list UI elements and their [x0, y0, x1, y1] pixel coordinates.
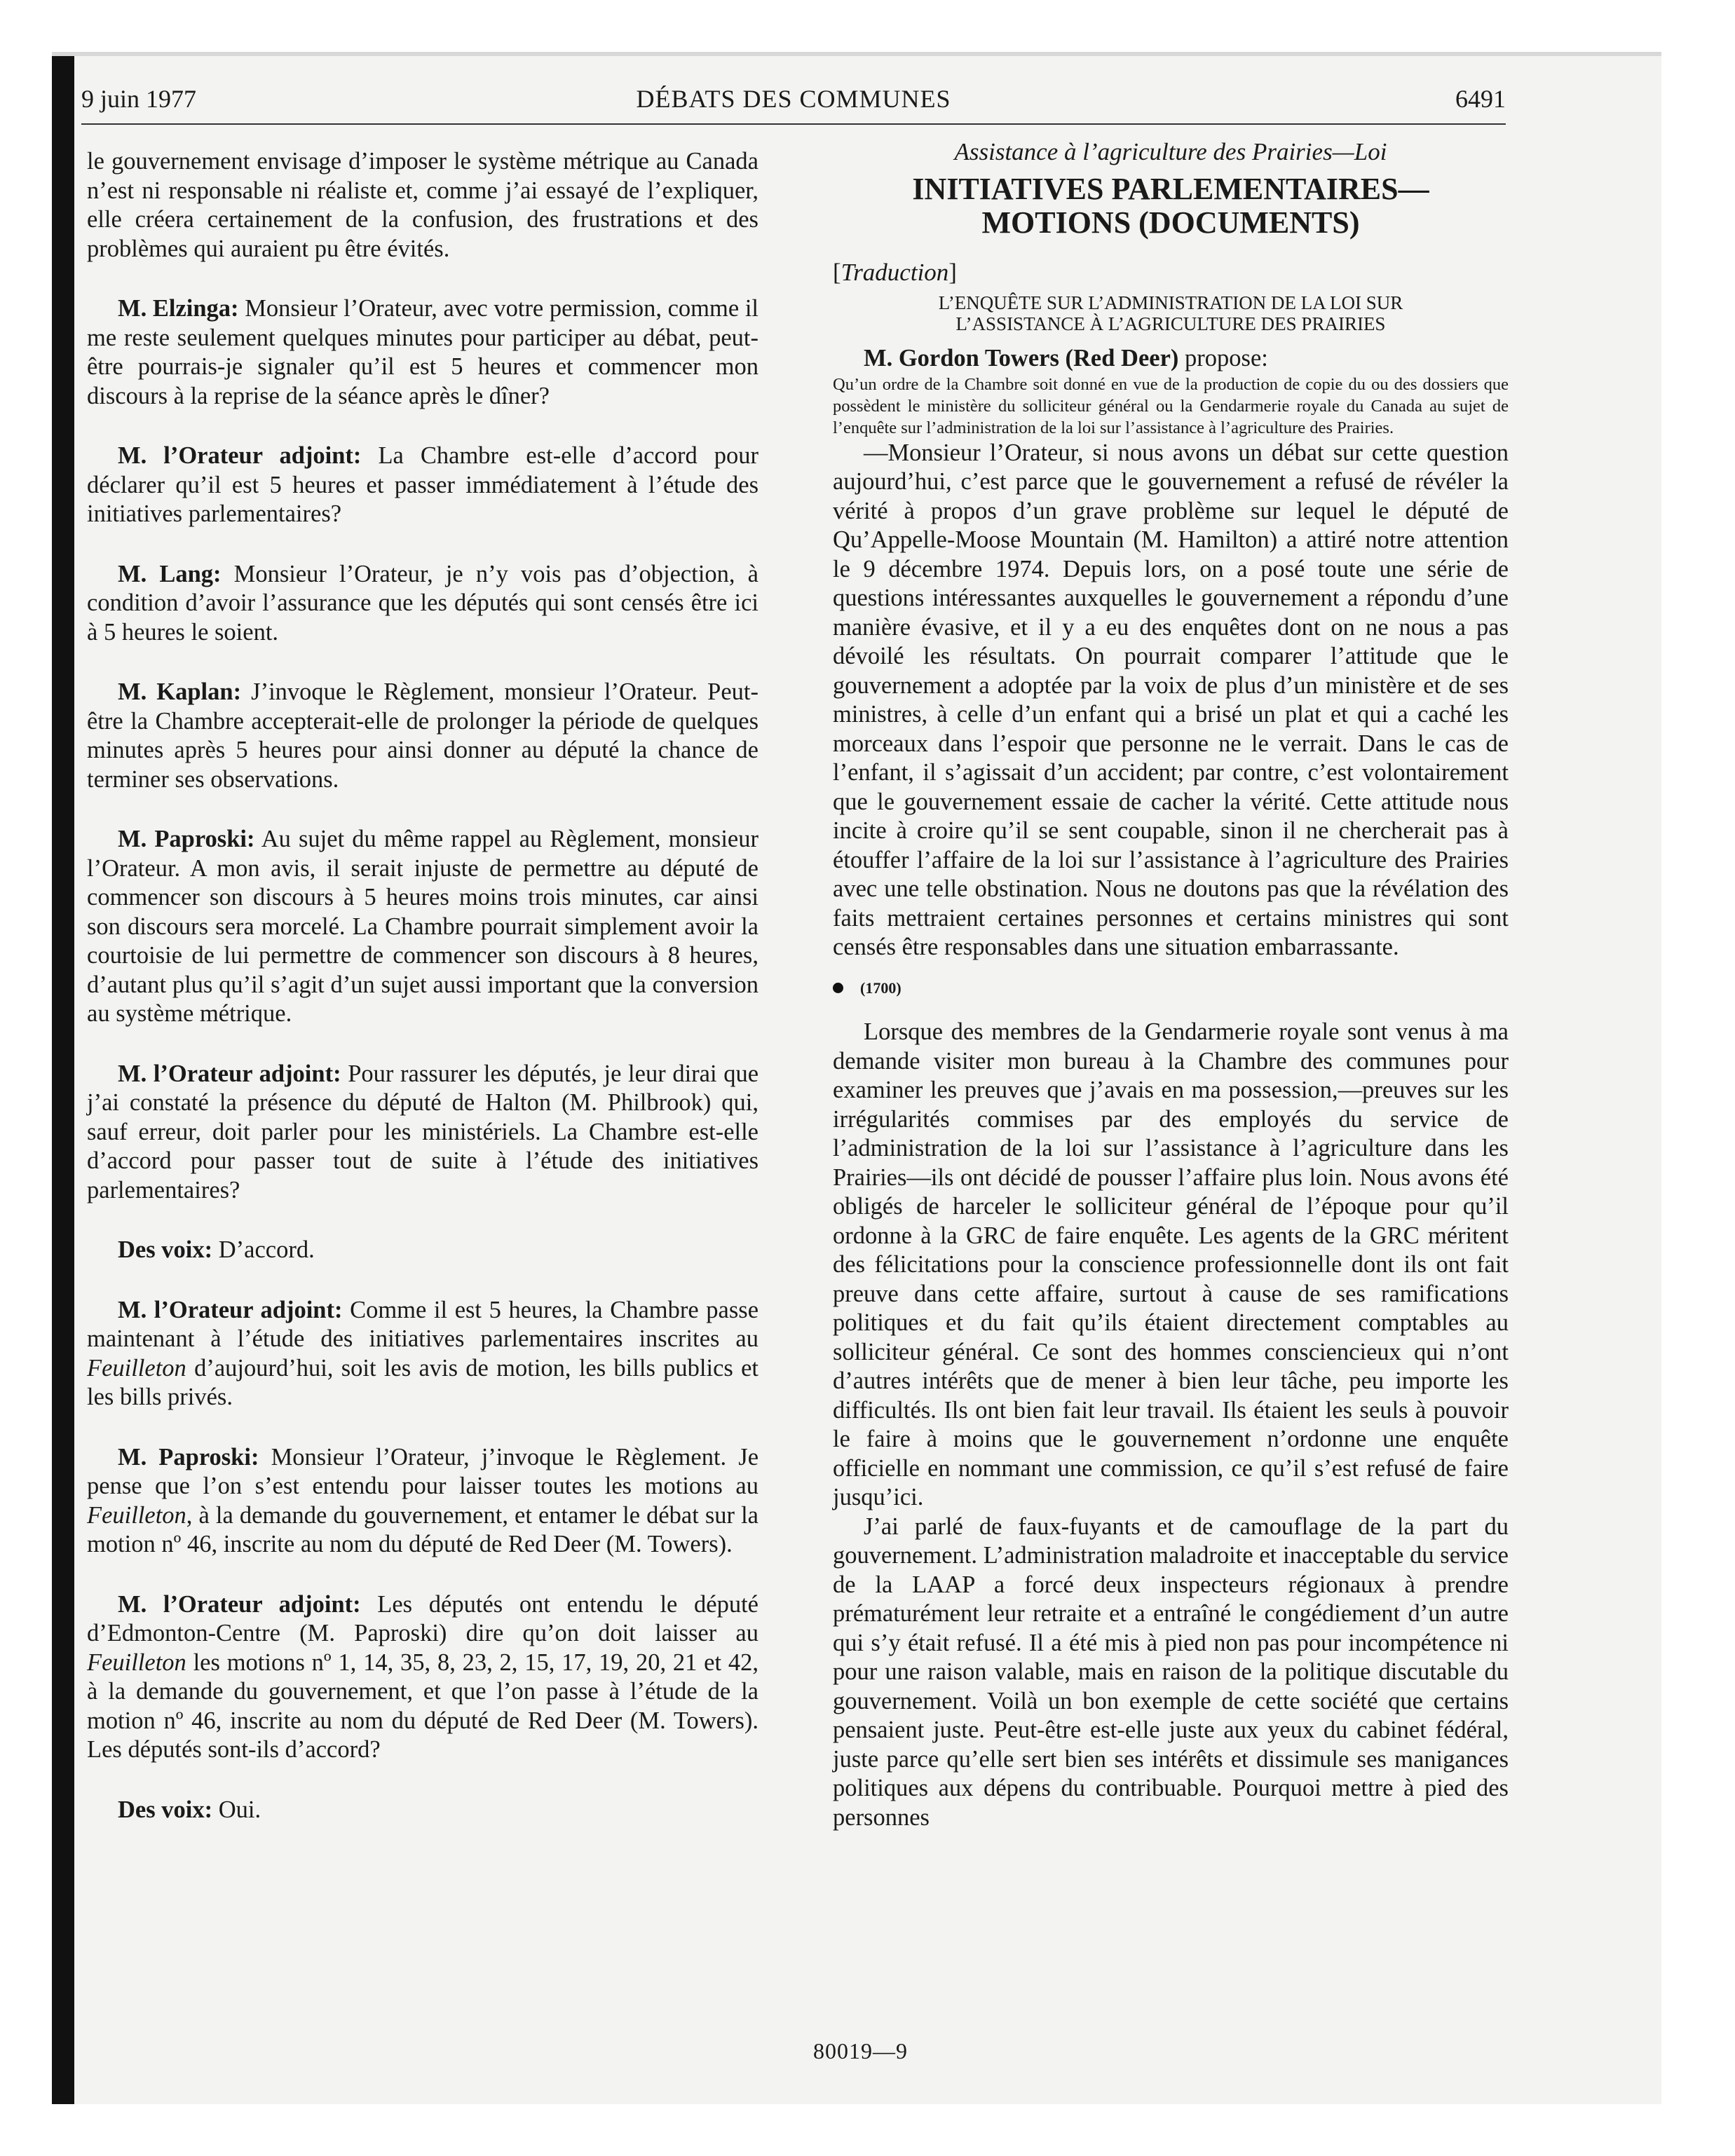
timestamp: (1700) — [833, 974, 1509, 1003]
speech-paragraph — [87, 560, 758, 648]
speech-text: Oui. — [218, 1796, 261, 1823]
speaker-name: M. l’Orateur adjoint: — [118, 442, 362, 469]
paragraph: —Monsieur l’Orateur, si nous avons un débat sur cette question aujourd’hui, c’est parce que le gouvernement a refusé de révéler la vérité à propos d’un grave problème sur lequel le député de Qu’Appelle-Moose Mountain (M. Hamilton) a attiré notre attention le 9 décembre 1974. Depuis lors, on a posé toute une série de questions intéressantes auxquelles le gouvernement a répondu d’une manière évasive, et il y a eu des enquêtes dont on ne nous a pas dévoilé les résultats. On pourrait comparer l’attitude que le gouvernement a adoptée par la voix de plus d’un ministère et de ses ministres, à celle d’un enfant qui a brisé un plat et qui a caché les morceaux dans l’espoir que personne ne le verrait. Dans le cas de l’enfant, il s’agissait d’un accident; par contre, c’est volontairement que le gouvernement essaie de cacher la vérité. Cette attitude nous incite à croire qu’il se sent coupable, sinon il ne chercherait pas à étouffer l’affaire de la loi sur l’assistance à l’agriculture des Prairies avec une telle obstination. Nous ne doutons pas que la révélation des faits mettraient certaines personnes et certains ministres qui sont censés être responsables dans une situation embarrassante. — [833, 439, 1509, 960]
speech-paragraph — [87, 1796, 758, 1825]
header-rule — [81, 123, 1506, 125]
speaker-name: M. l’Orateur adjoint: — [118, 1060, 341, 1087]
paragraph: J’ai parlé de faux-fuyants et de camouflage de la part du gouvernement. L’administration maladroite et inacceptable du service de la LAAP a forcé deux inspecteurs régionaux à prendre prématurément leur retraite et a entraîné le congédiement d’un autre qui s’y était refusé. Il a été mis à pied non pas pour incompétence ni pour une raison valable, mais en raison de la politique discutable du gouvernement. Voilà un bon exemple de cette société que certains pensaient juste. Peut-être est-elle juste aux yeux du cabinet fédéral, juste parce qu’elle sert bien ses intérêts et dissimule ses manigances politiques aux dépens du contribuable. Pourquoi mettre à pied des personnes — [833, 1513, 1509, 1831]
speaker-name: M. Kaplan: — [118, 678, 242, 705]
scan-edge — [52, 52, 74, 2104]
speaker-name: M. Paproski: — [118, 1443, 259, 1471]
speaker-name: M. Lang: — [118, 560, 222, 587]
speaker-name: Des voix: — [118, 1796, 213, 1823]
section-heading-line: MOTIONS (DOCUMENTS) — [981, 205, 1360, 240]
italic-term: Feuilleton — [87, 1501, 186, 1529]
left-column — [87, 147, 758, 1855]
mover-verb: propose: — [1185, 345, 1268, 371]
speech-paragraph: M. l’Orateur adjoint: Les députés ont entendu le député d’Edmonton-Centre (M. Paproski) dire qu’on doit laisser au Feuilleton les motions nº 1, 14, 35, 8, 23, 2, 15, 17, 19, 20, 21 et 42, à la demande du gouvernement, et que l’on passe à l’étude de la motion nº 46, inscrite au nom du député de Red Deer (M. Towers). Les députés sont-ils d’accord? — [87, 1590, 758, 1763]
speech-text: Pour rassurer les députés, je leur dirai que j’ai constaté la présence du député de Halton (M. Philbrook) qui, sauf erreur, doit parler pour les ministériels. La Chambre est-elle d’accord pour passer tout de suite à l’étude des initiatives parlementaires? — [87, 1060, 759, 1203]
speech-paragraph — [87, 442, 758, 529]
motion-text: Qu’un ordre de la Chambre soit donné en vue de la production de copie du ou des dossiers que possèdent le ministère du solliciteur général ou la Gendarmerie royale du Canada au sujet de l’enquête sur l’administration de la loi sur l’assistance à l’agriculture des Prairies. — [833, 374, 1509, 437]
right-column — [833, 137, 1509, 1832]
paragraph: le gouvernement envisage d’imposer le système métrique au Canada n’est ni responsable ni réaliste et, comme j’ai essayé de l’expliquer, elle créera certainement de la confusion, des frustrations et des problèmes qui auraient pu être évités. — [87, 148, 758, 262]
bullet-icon — [833, 983, 843, 993]
speaker-name: M. Paproski: — [118, 826, 255, 852]
speech-paragraph — [87, 1236, 758, 1265]
speech-paragraph: M. l’Orateur adjoint: Comme il est 5 heures, la Chambre passe maintenant à l’étude des initiatives parlementaires inscrites au Feuilleton d’aujourd’hui, soit les avis de motion, les bills publics et les bills privés. — [87, 1296, 759, 1410]
section-running-title: Assistance à l’agriculture des Prairies—Loi — [954, 138, 1387, 165]
speech-text: Au sujet du même rappel au Règlement, monsieur l’Orateur. A mon avis, il serait injuste de permettre au député de commencer son discours à 5 heures moins trois minutes, car ainsi son discours sera morcelé. La Chambre pourrait simplement avoir la courtoisie de lui permettre de commencer son discours à 8 heures, d’autant plus qu’il s’agit d’un sujet aussi important que la conversion au système métrique. — [87, 826, 758, 1027]
subheading: L’ENQUÊTE SUR L’ADMINISTRATION DE LA LOI SUR L’ASSISTANCE À L’AGRICULTURE DES PRAIRIES — [938, 292, 1403, 334]
speaker-name: Des voix: — [118, 1236, 213, 1263]
header-title: DÉBATS DES COMMUNES — [636, 85, 951, 113]
footer-code: 80019—9 — [813, 2038, 908, 2063]
speech-text: D’accord. — [218, 1236, 315, 1263]
speaker-name: M. l’Orateur adjoint: — [118, 1590, 361, 1618]
section-heading — [833, 172, 1509, 240]
header-date: 9 juin 1977 — [81, 85, 197, 113]
speech-text: J’invoque le Règlement, monsieur l’Orateur. Peut-être la Chambre accepterait-elle de prolonger la période de quelques minutes après 5 heures pour ainsi donner au député la chance de terminer ses observations. — [87, 678, 758, 793]
speaker-name: M. l’Orateur adjoint: — [118, 1296, 343, 1323]
paragraph: Lorsque des membres de la Gendarmerie royale sont venus à ma demande visiter mon bureau à la Chambre des communes pour examiner les preuves que j’avais en ma possession,—preuves sur les irrégularités commises par des employés du service de l’administration de la loi sur l’assistance à l’agriculture dans les Prairies—ils ont décidé de pousser l’affaire plus loin. Nous avons été obligés de harceler le solliciteur général de l’époque pour qu’il ordonne à la GRC de faire enquête. Les agents de la GRC méritent des félicitations pour la conscience professionnelle dont ils ont fait preuve dans cette affaire, surtout à cause de ses ramifications politiques et du fait qu’ils étaient directement comptables au solliciteur général. Ce sont des hommes consciencieux qui n’ont d’autres intérêts que de mener à bien leur tâche, peu importe les difficultés. Ils ont bien fait leur travail. Ils étaient les seuls à pouvoir le faire à moins que le gouvernement n’ordonne une enquête officielle en nommant une commission, ce qu’il s’est refusé de faire jusqu’ici. — [833, 1018, 1509, 1510]
translation-label: [Traduction] — [833, 258, 957, 286]
mover-line — [833, 344, 1509, 374]
speech-text: Monsieur l’Orateur, avec votre permission, comme il me reste seulement quelques minutes pour participer au débat, peut-être pourrais-je signaler qu’il est 5 heures et commencer mon discours à la reprise de la séance après le dîner? — [87, 295, 759, 409]
speech-paragraph — [87, 825, 758, 1029]
speech-text: Monsieur l’Orateur, je n’y vois pas d’objection, à condition d’avoir l’assurance que les députés qui sont censés être ici à 5 heures le soient. — [87, 560, 758, 646]
speech-paragraph — [87, 678, 758, 794]
speech-paragraph: M. Paproski: Monsieur l’Orateur, j’invoque le Règlement. Je pense que l’on s’est entendu pour laisser toutes les motions au Feuilleton, à la demande du gouvernement, et entamer le débat sur la motion nº 46, inscrite au nom du député de Red Deer (M. Towers). — [87, 1443, 759, 1557]
speech-text: La Chambre est-elle d’accord pour déclarer qu’il est 5 heures et passer immédiatement à l’étude des initiatives parlementaires? — [87, 442, 759, 527]
speech-paragraph — [87, 1060, 758, 1206]
header-page-number: 6491 — [1455, 85, 1506, 113]
section-heading-line: INITIATIVES PARLEMENTAIRES— — [912, 171, 1429, 206]
italic-term: Feuilleton — [87, 1649, 186, 1676]
italic-term: Feuilleton — [87, 1354, 186, 1381]
speaker-name: M. Elzinga: — [118, 295, 239, 322]
speaker-name: M. Gordon Towers (Red Deer) — [864, 345, 1179, 371]
speech-paragraph — [87, 294, 758, 411]
page-header — [81, 84, 1506, 125]
